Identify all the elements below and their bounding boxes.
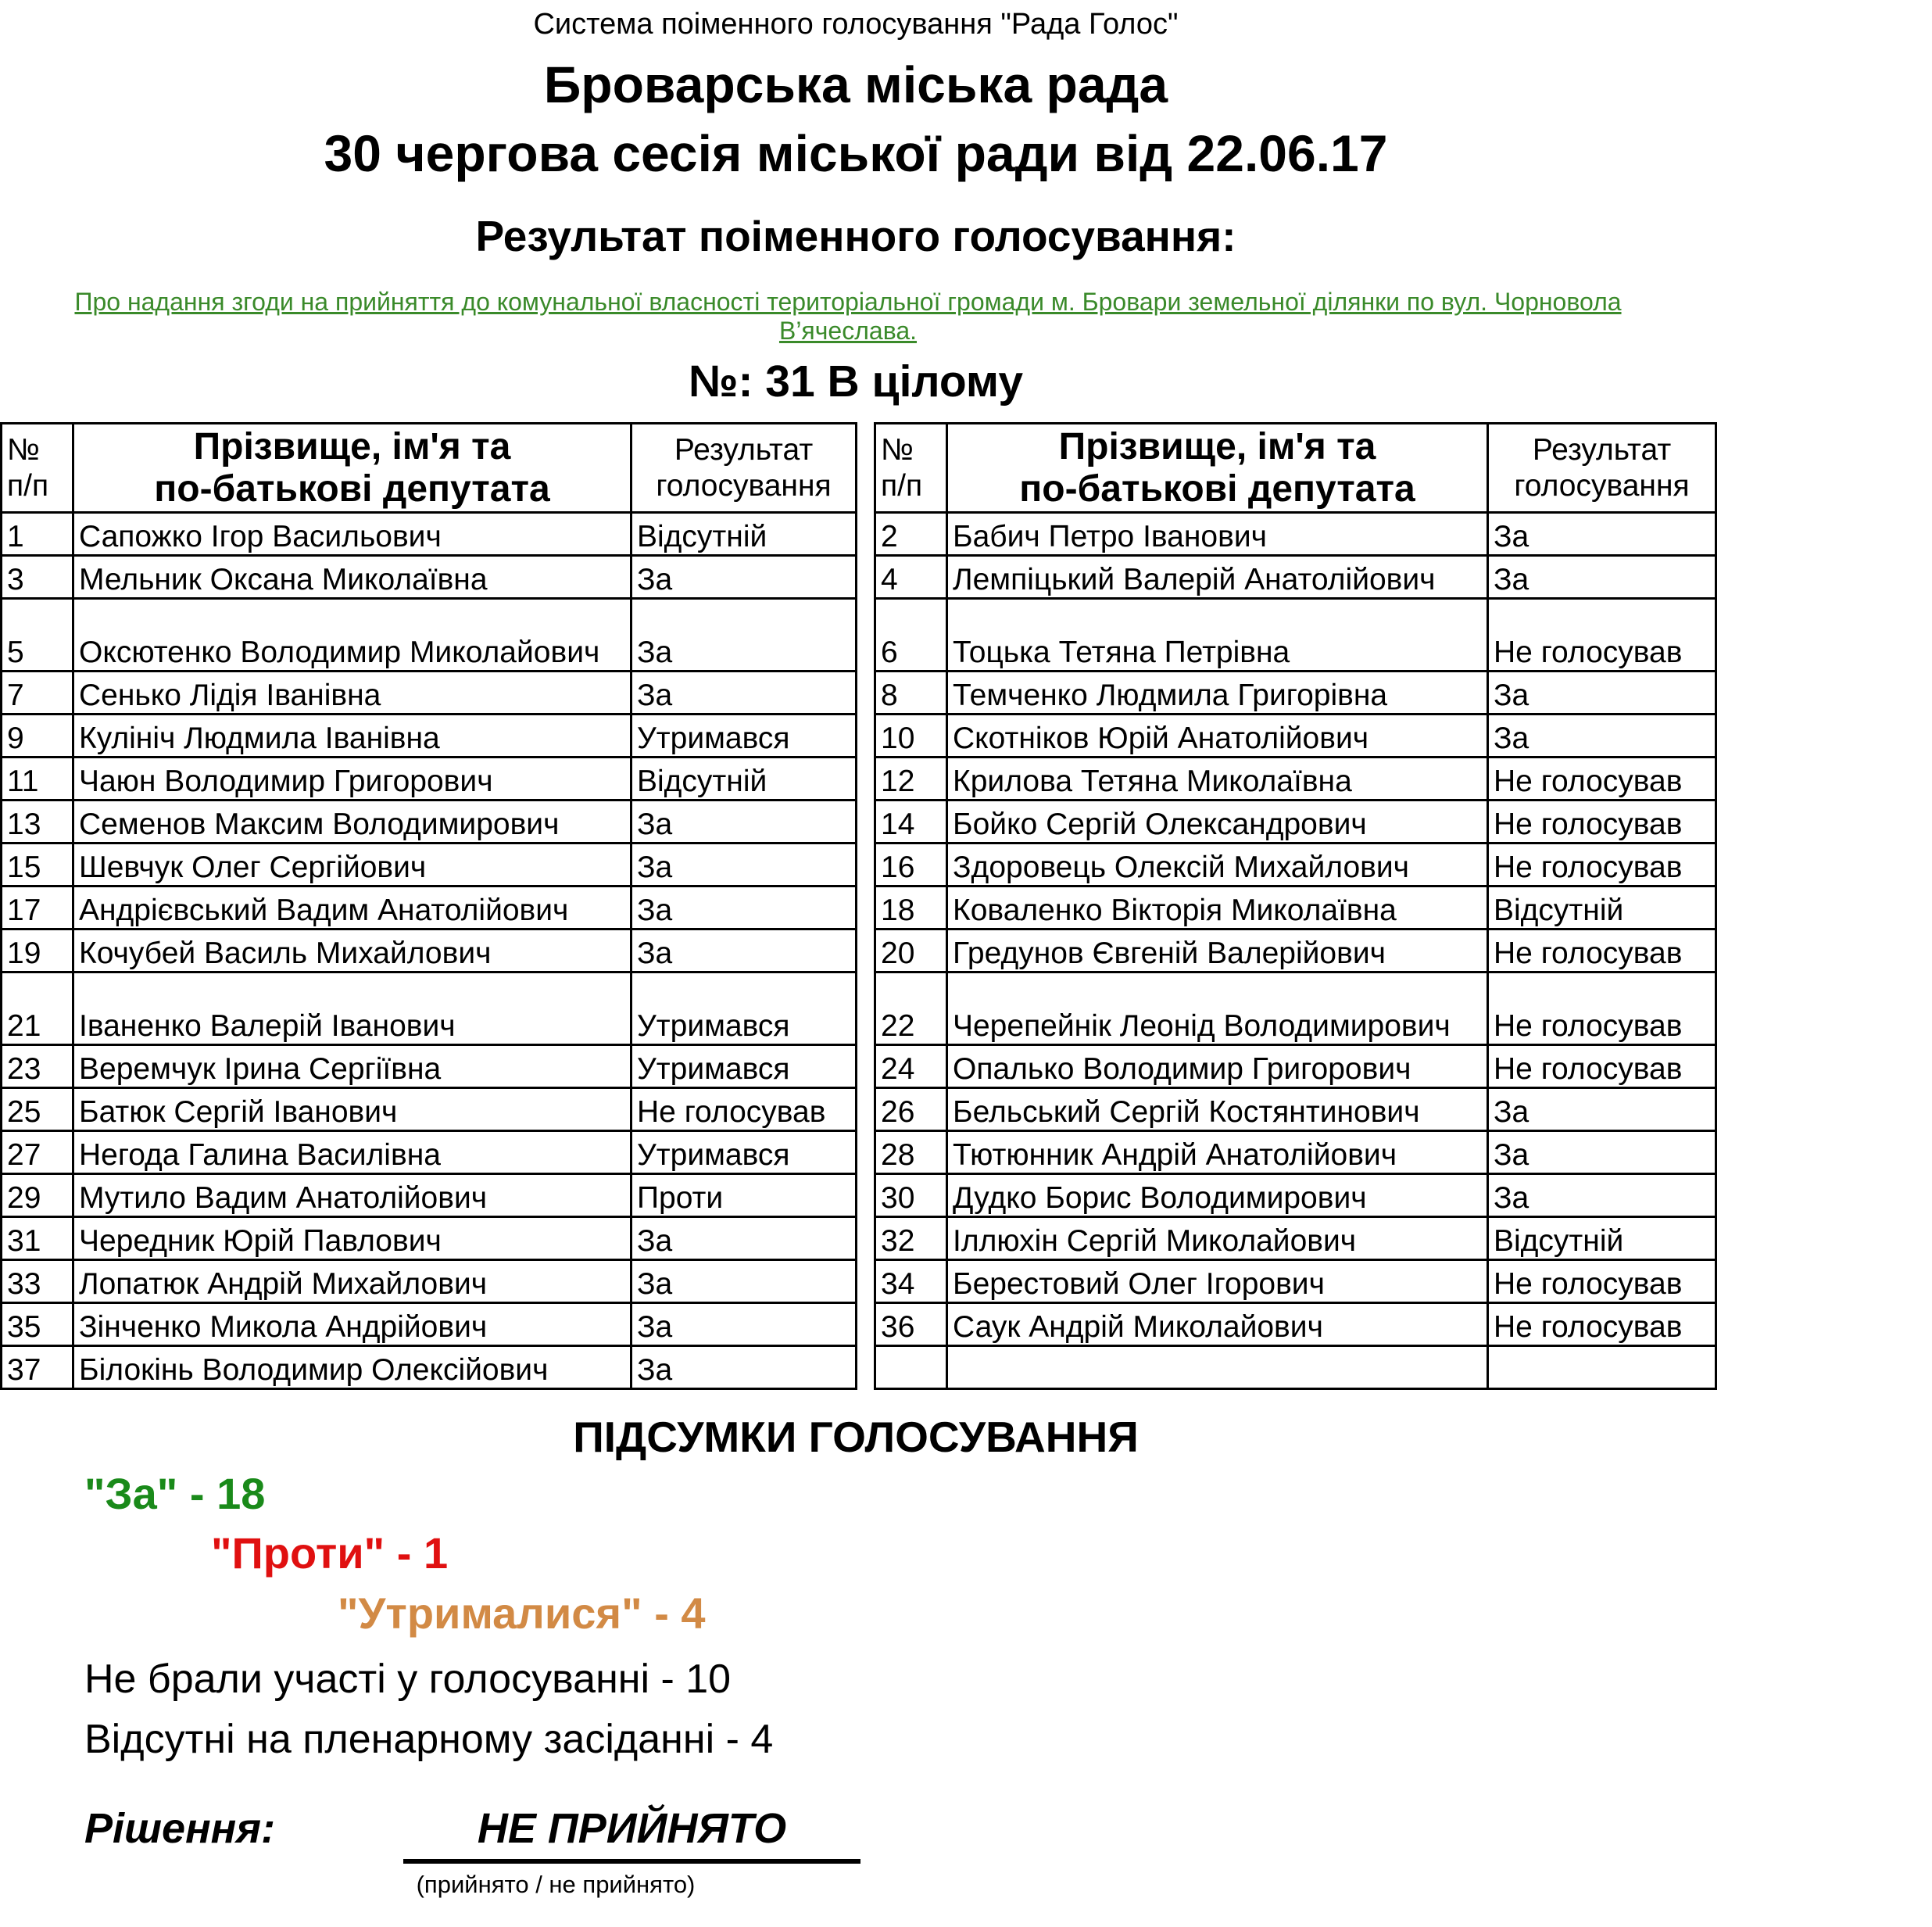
deputy-number: 20 xyxy=(875,929,947,972)
col-number-header xyxy=(875,424,947,513)
deputy-number: 35 xyxy=(2,1303,73,1346)
table-row xyxy=(2,801,857,844)
table-row xyxy=(875,1346,1716,1389)
vote-result: За xyxy=(1488,1174,1716,1217)
deputy-number: 26 xyxy=(875,1088,947,1131)
votes-table-right-body xyxy=(875,513,1716,1389)
vote-result xyxy=(1488,1346,1716,1389)
table-row xyxy=(875,1303,1716,1346)
deputy-number: 24 xyxy=(875,1045,947,1088)
deputy-number: 1 xyxy=(2,513,73,556)
deputy-number: 32 xyxy=(875,1217,947,1260)
summary-abstained: "Утрималися" - 4 xyxy=(338,1589,706,1638)
deputy-name: Мельник Оксана Миколаївна xyxy=(73,556,631,599)
votes-table-right xyxy=(874,422,1717,1390)
col-result-header xyxy=(631,424,857,513)
vote-result: За xyxy=(631,929,857,972)
summary-not-voted: Не брали участі у голосуванні - 10 xyxy=(84,1657,732,1702)
table-row xyxy=(875,1174,1716,1217)
deputy-number: 3 xyxy=(2,556,73,599)
col-name-line2: по-батькові депутата xyxy=(1019,467,1415,510)
vote-result: За xyxy=(1488,513,1716,556)
vote-result: За xyxy=(1488,556,1716,599)
vote-result: Не голосував xyxy=(1488,929,1716,972)
col-number-line1: № xyxy=(7,432,40,467)
deputy-name: Андрієвський Вадим Анатолійович xyxy=(73,886,631,929)
deputy-number: 28 xyxy=(875,1131,947,1174)
table-row xyxy=(2,715,857,758)
council-title: Броварська міська рада xyxy=(543,56,1168,113)
table-row xyxy=(875,599,1716,672)
col-name-line1: Прізвище, ім'я та xyxy=(193,425,511,467)
deputy-number: 23 xyxy=(2,1045,73,1088)
deputy-number xyxy=(875,1346,947,1389)
vote-subject-link[interactable] xyxy=(47,288,1649,346)
summary-against: "Проти" - 1 xyxy=(211,1528,449,1578)
table-row xyxy=(875,758,1716,801)
deputy-name: Берестовий Олег Ігорович xyxy=(947,1260,1488,1303)
table-row xyxy=(875,1217,1716,1260)
table-row xyxy=(2,1045,857,1088)
deputy-name: Гредунов Євгеній Валерійович xyxy=(947,929,1488,972)
deputy-number: 7 xyxy=(2,672,73,715)
deputy-name: Батюк Сергій Іванович xyxy=(73,1088,631,1131)
vote-result: За xyxy=(631,886,857,929)
table-row xyxy=(875,801,1716,844)
deputy-name xyxy=(947,1346,1488,1389)
table-row xyxy=(2,1131,857,1174)
deputy-number: 9 xyxy=(2,715,73,758)
vote-result: Не голосував xyxy=(1488,844,1716,886)
vote-result: За xyxy=(631,1303,857,1346)
deputy-name: Чередник Юрій Павлович xyxy=(73,1217,631,1260)
col-name-line1: Прізвище, ім'я та xyxy=(1058,425,1376,467)
vote-result: Не голосував xyxy=(631,1088,857,1131)
decision-hint: (прийнято / не прийнято) xyxy=(416,1871,696,1898)
deputy-number: 34 xyxy=(875,1260,947,1303)
vote-result: За xyxy=(1488,1131,1716,1174)
deputy-number: 25 xyxy=(2,1088,73,1131)
deputy-name: Шевчук Олег Сергійович xyxy=(73,844,631,886)
vote-result: Відсутній xyxy=(1488,886,1716,929)
result-heading: Результат поіменного голосування: xyxy=(475,212,1236,260)
votes-table-left xyxy=(0,422,857,1390)
col-result-line2: голосування xyxy=(656,468,832,503)
table-row xyxy=(2,929,857,972)
deputy-name: Дудко Борис Володимирович xyxy=(947,1174,1488,1217)
deputy-name: Іваненко Валерій Іванович xyxy=(73,972,631,1045)
deputy-number: 36 xyxy=(875,1303,947,1346)
table-row xyxy=(875,715,1716,758)
deputy-name: Семенов Максим Володимирович xyxy=(73,801,631,844)
col-number-line2: п/п xyxy=(881,468,923,503)
vote-result: Не голосував xyxy=(1488,758,1716,801)
deputy-name: Скотніков Юрій Анатолійович xyxy=(947,715,1488,758)
summary-for: "За" - 18 xyxy=(84,1469,266,1518)
table-row xyxy=(875,513,1716,556)
table-row xyxy=(875,1088,1716,1131)
table-row xyxy=(875,886,1716,929)
deputy-name: Бельський Сергій Костянтинович xyxy=(947,1088,1488,1131)
vote-result: Відсутній xyxy=(1488,1217,1716,1260)
vote-result: За xyxy=(631,844,857,886)
vote-result: Не голосував xyxy=(1488,1303,1716,1346)
vote-result: За xyxy=(631,599,857,672)
deputy-name: Здоровець Олексій Михайлович xyxy=(947,844,1488,886)
col-name-header xyxy=(947,424,1488,513)
votes-table-left-body xyxy=(2,513,857,1389)
table-row xyxy=(2,1088,857,1131)
table-row xyxy=(2,556,857,599)
vote-result: За xyxy=(1488,1088,1716,1131)
vote-number: №: 31 В цілому xyxy=(688,356,1024,407)
deputy-name: Веремчук Ірина Сергіївна xyxy=(73,1045,631,1088)
vote-result: За xyxy=(631,672,857,715)
col-result-line2: голосування xyxy=(1514,468,1690,503)
col-name-header xyxy=(73,424,631,513)
deputy-number: 31 xyxy=(2,1217,73,1260)
table-row xyxy=(875,1131,1716,1174)
table-row xyxy=(2,672,857,715)
deputy-name: Тоцька Тетяна Петрівна xyxy=(947,599,1488,672)
table-row xyxy=(2,599,857,672)
deputy-name: Саук Андрій Миколайович xyxy=(947,1303,1488,1346)
summary-absent: Відсутні на пленарному засіданні - 4 xyxy=(84,1717,774,1762)
table-row xyxy=(875,1260,1716,1303)
deputy-number: 21 xyxy=(2,972,73,1045)
deputy-name: Зінченко Микола Андрійович xyxy=(73,1303,631,1346)
vote-result: Не голосував xyxy=(1488,599,1716,672)
deputy-name: Іллюхін Сергій Миколайович xyxy=(947,1217,1488,1260)
deputy-name: Сапожко Ігор Васильович xyxy=(73,513,631,556)
vote-result: Не голосував xyxy=(1488,1045,1716,1088)
deputy-name: Крилова Тетяна Миколаївна xyxy=(947,758,1488,801)
deputy-name: Негода Галина Василівна xyxy=(73,1131,631,1174)
deputy-number: 18 xyxy=(875,886,947,929)
deputy-number: 19 xyxy=(2,929,73,972)
vote-result: Відсутній xyxy=(631,758,857,801)
vote-result: Відсутній xyxy=(631,513,857,556)
table-row xyxy=(2,1260,857,1303)
table-row xyxy=(875,556,1716,599)
deputy-name: Кулініч Людмила Іванівна xyxy=(73,715,631,758)
deputy-number: 30 xyxy=(875,1174,947,1217)
vote-result: За xyxy=(631,801,857,844)
deputy-name: Опалько Володимир Григорович xyxy=(947,1045,1488,1088)
vote-result: Не голосував xyxy=(1488,972,1716,1045)
deputy-name: Бабич Петро Іванович xyxy=(947,513,1488,556)
deputy-number: 14 xyxy=(875,801,947,844)
deputy-number: 6 xyxy=(875,599,947,672)
system-title: Система поіменного голосування "Рада Голос" xyxy=(533,8,1179,41)
deputy-number: 10 xyxy=(875,715,947,758)
deputy-number: 15 xyxy=(2,844,73,886)
vote-result: Утримався xyxy=(631,1131,857,1174)
deputy-number: 27 xyxy=(2,1131,73,1174)
deputy-number: 12 xyxy=(875,758,947,801)
deputy-name: Білокінь Володимир Олексійович xyxy=(73,1346,631,1389)
table-row xyxy=(2,972,857,1045)
table-row xyxy=(875,972,1716,1045)
deputy-number: 29 xyxy=(2,1174,73,1217)
deputy-name: Мутило Вадим Анатолійович xyxy=(73,1174,631,1217)
deputy-name: Черепейнік Леонід Володимирович xyxy=(947,972,1488,1045)
table-header-row xyxy=(875,424,1716,513)
table-row xyxy=(2,1303,857,1346)
deputy-name: Темченко Людмила Григорівна xyxy=(947,672,1488,715)
vote-result: За xyxy=(1488,672,1716,715)
deputy-number: 5 xyxy=(2,599,73,672)
col-result-header xyxy=(1488,424,1716,513)
vote-result: Не голосував xyxy=(1488,801,1716,844)
table-row xyxy=(875,1045,1716,1088)
deputy-number: 37 xyxy=(2,1346,73,1389)
table-row xyxy=(2,1217,857,1260)
deputy-name: Тютюнник Андрій Анатолійович xyxy=(947,1131,1488,1174)
table-row xyxy=(2,844,857,886)
deputy-number: 11 xyxy=(2,758,73,801)
decision-label: Рішення: xyxy=(84,1805,276,1852)
deputy-number: 8 xyxy=(875,672,947,715)
table-row xyxy=(2,886,857,929)
subject-line-2: В’ячеслава. xyxy=(778,317,918,345)
deputy-number: 33 xyxy=(2,1260,73,1303)
deputy-name: Чаюн Володимир Григорович xyxy=(73,758,631,801)
deputy-name: Оксютенко Володимир Миколайович xyxy=(73,599,631,672)
table-row xyxy=(875,672,1716,715)
table-row xyxy=(2,1174,857,1217)
deputy-number: 16 xyxy=(875,844,947,886)
decision-value: НЕ ПРИЙНЯТО xyxy=(477,1805,787,1852)
session-title: 30 чергова сесія міської ради від 22.06.17 xyxy=(324,124,1388,182)
table-row xyxy=(2,758,857,801)
deputy-number: 22 xyxy=(875,972,947,1045)
col-result-line1: Результат xyxy=(674,432,814,467)
vote-result: За xyxy=(631,1260,857,1303)
deputy-name: Бойко Сергій Олександрович xyxy=(947,801,1488,844)
vote-result: За xyxy=(631,1217,857,1260)
deputy-name: Коваленко Вікторія Миколаївна xyxy=(947,886,1488,929)
vote-result: За xyxy=(631,556,857,599)
vote-result: Утримався xyxy=(631,1045,857,1088)
table-row xyxy=(2,1346,857,1389)
col-number-line2: п/п xyxy=(7,468,49,503)
summary-heading: ПІДСУМКИ ГОЛОСУВАННЯ xyxy=(573,1413,1139,1461)
vote-result: Утримався xyxy=(631,972,857,1045)
table-row xyxy=(875,844,1716,886)
vote-result: За xyxy=(1488,715,1716,758)
vote-result: За xyxy=(631,1346,857,1389)
table-row xyxy=(875,929,1716,972)
vote-result: Не голосував xyxy=(1488,1260,1716,1303)
col-number-header xyxy=(2,424,73,513)
deputy-name: Кочубей Василь Михайлович xyxy=(73,929,631,972)
subject-line-1: Про надання згоди на прийняття до комунальної власності територіальної громади м. Бровари земельної ділянки по вул. Чорновола xyxy=(74,288,1622,316)
vote-result: Утримався xyxy=(631,715,857,758)
deputy-name: Лопатюк Андрій Михайлович xyxy=(73,1260,631,1303)
deputy-number: 4 xyxy=(875,556,947,599)
table-header-row xyxy=(2,424,857,513)
deputy-number: 17 xyxy=(2,886,73,929)
deputy-name: Лемпіцький Валерій Анатолійович xyxy=(947,556,1488,599)
deputy-number: 13 xyxy=(2,801,73,844)
col-name-line2: по-батькові депутата xyxy=(154,467,550,510)
decision-underline xyxy=(403,1859,860,1864)
table-row xyxy=(2,513,857,556)
col-result-line1: Результат xyxy=(1532,432,1672,467)
col-number-line1: № xyxy=(881,432,914,467)
deputy-name: Сенько Лідія Іванівна xyxy=(73,672,631,715)
vote-result: Проти xyxy=(631,1174,857,1217)
deputy-number: 2 xyxy=(875,513,947,556)
